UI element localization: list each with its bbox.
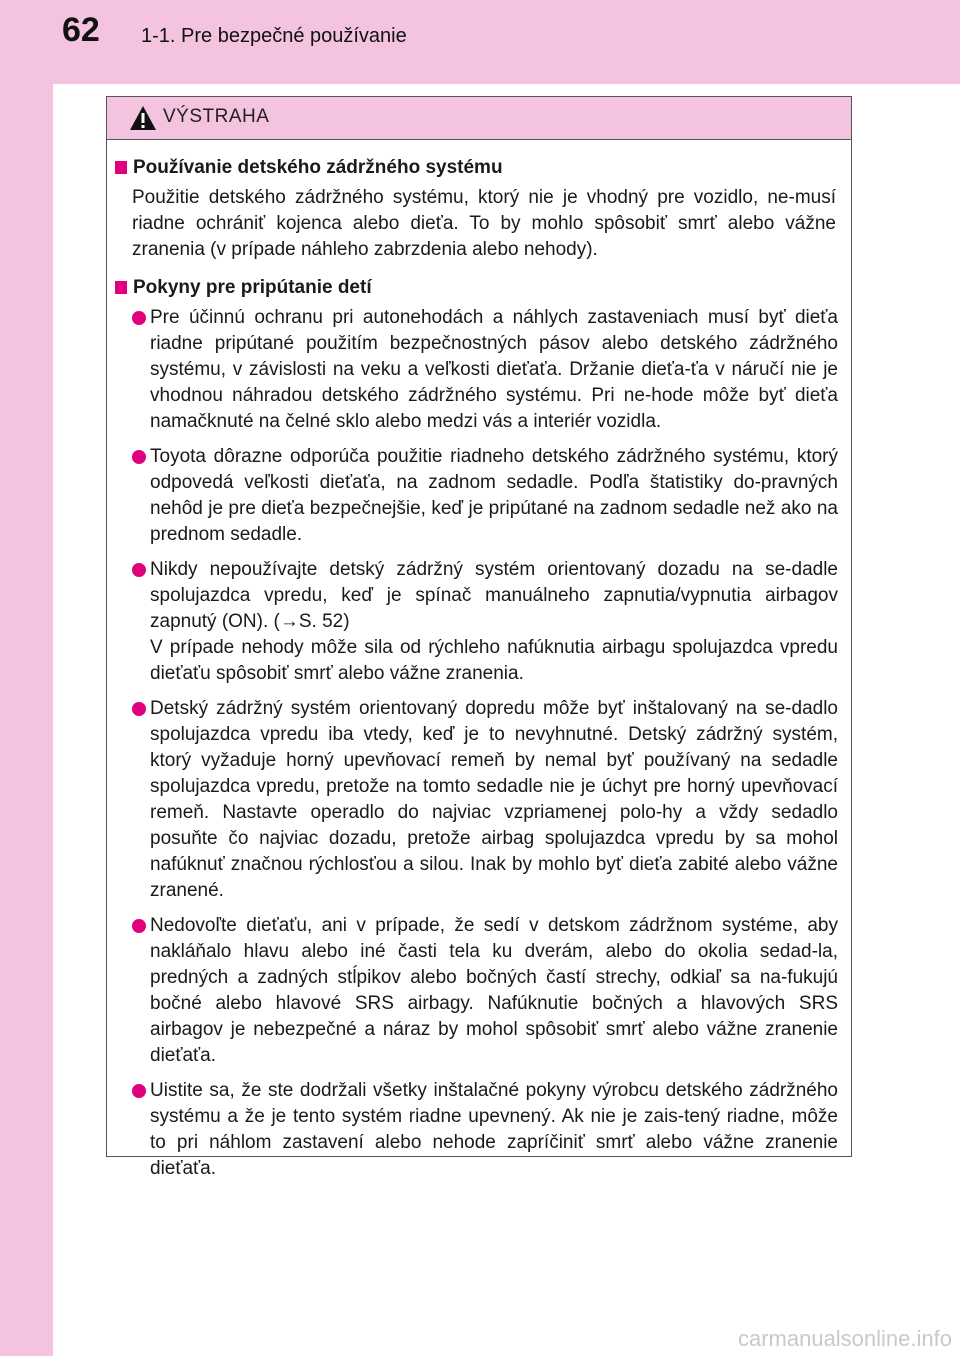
bullet-dot-icon [132,450,146,464]
bullet-dot-icon [132,919,146,933]
chapter-title: 1-1. Pre bezpečné používanie [141,25,407,47]
warning-header [107,97,851,140]
bullet-dot-icon [132,1084,146,1098]
section-heading-text: Pokyny pre pripútanie detí [133,277,372,298]
bullet-text: Pre účinnú ochranu pri autonehodách a náhlych zastaveniach musí byť dieťa riadne pripútané použitím bezpečnostných pásov alebo detského zádržného systému, v závislosti na veku a veľkosti dieťaťa. Držanie dieťa-ťa v náručí nie je vhodnou náhradou detského zádržného systému. Pri ne-hode môže byť dieťa namačknuté na čelné sklo alebo medzi vás a interiér vozidla. [150,307,838,432]
square-bullet-icon [115,161,127,174]
bullet-item [107,1078,850,1182]
bullet-dot-icon [132,702,146,716]
bullet-item [107,913,850,1069]
section-paragraph: Použitie detského zádržného systému, ktorý nie je vhodný pre vozidlo, ne-musí riadne ochrániť kojenca alebo dieťa. To by mohlo spôsobiť smrť alebo vážne zranenia (v prípade náhleho zabrzdenia alebo nehody). [132,187,836,260]
bullet-item [107,557,850,687]
bullet-item [107,696,850,904]
bullet-text: Detský zádržný systém orientovaný dopredu môže byť inštalovaný na se-dadlo spolujazdca vpredu iba vtedy, keď je to nevyhnutné. Detský zádržný systém, ktorý vyžaduje horný upevňovací remeň by nemal byť používaný na sedadle spolujazdca vpredu, pretože na tomto sedadle nie je úchyt pre horný upevňovací remeň. Nastavte operadlo do najviac vzpriamenej polo-hy a vždy sedadlo posuňte čo najviac dozadu, pretože airbag spolujazdca vpredu by sa mohol nafúknuť značnou rýchlosťou a silou. Inak by mohlo byť dieťa zabité alebo vážne zranené. [150,698,838,901]
section-heading-text: Používanie detského zádržného systému [133,157,503,178]
warning-triangle-icon [129,105,157,131]
bullet-text: Nikdy nepoužívajte detský zádržný systém orientovaný dozadu na se-dadle spolujazdca vpredu, keď je spínač manuálneho zapnutia/vypnutia airbagov zapnutý (ON). (→S. 52) [150,559,838,632]
warning-content [107,149,850,1191]
watermark-text: carmanualsonline.info [737,1326,952,1351]
square-bullet-icon [115,281,127,294]
section-heading [107,275,850,301]
section-heading [107,155,850,181]
bullet-text: Toyota dôrazne odporúča použitie riadneho detského zádržného systému, ktorý odpovedá veľkosti dieťaťa, na zadnom sedadle. Podľa štatistiky do-pravných nehôd je pre dieťa bezpečnejšie, keď je pripútané na zadnom sedadle než ako na prednom sedadle. [150,446,838,545]
bullet-dot-icon [132,311,146,325]
bullet-continuation-text: V prípade nehody môže sila od rýchleho nafúknutia airbagu spolujazdca vpredu dieťaťu spôsobiť smrť alebo vážne zranenia. [150,637,838,684]
bullet-text: Uistite sa, že ste dodržali všetky inštalačné pokyny výrobcu detského zádržného systému a že je tento systém riadne upevnený. Ak nie je zais-tený riadne, môže to pri náhlom zastavení alebo nehode zapríčiniť smrť alebo vážne zranenie dieťaťa. [150,1080,838,1179]
page-number: 62 [62,11,100,49]
warning-box [106,96,852,1179]
side-color-strip [0,0,53,1356]
bullet-item [107,444,850,548]
bullet-dot-icon [132,563,146,577]
bullet-item [107,305,850,435]
bullet-text: Nedovoľte dieťaťu, ani v prípade, že sedí v detskom zádržnom systéme, aby nakláňalo hlavu alebo iné časti tela ku dverám, alebo do okolia sedad-la, predných a zadných stĺpikov alebo bočných častí strechy, odkiaľ sa na-fukujú bočné alebo hlavové SRS airbagy. Nafúknutie bočných a hlavových SRS airbagov je nebezpečné a náraz by mohol spôsobiť smrť alebo vážne zranenie dieťaťa. [150,915,838,1066]
warning-title: VÝSTRAHA [163,106,270,127]
